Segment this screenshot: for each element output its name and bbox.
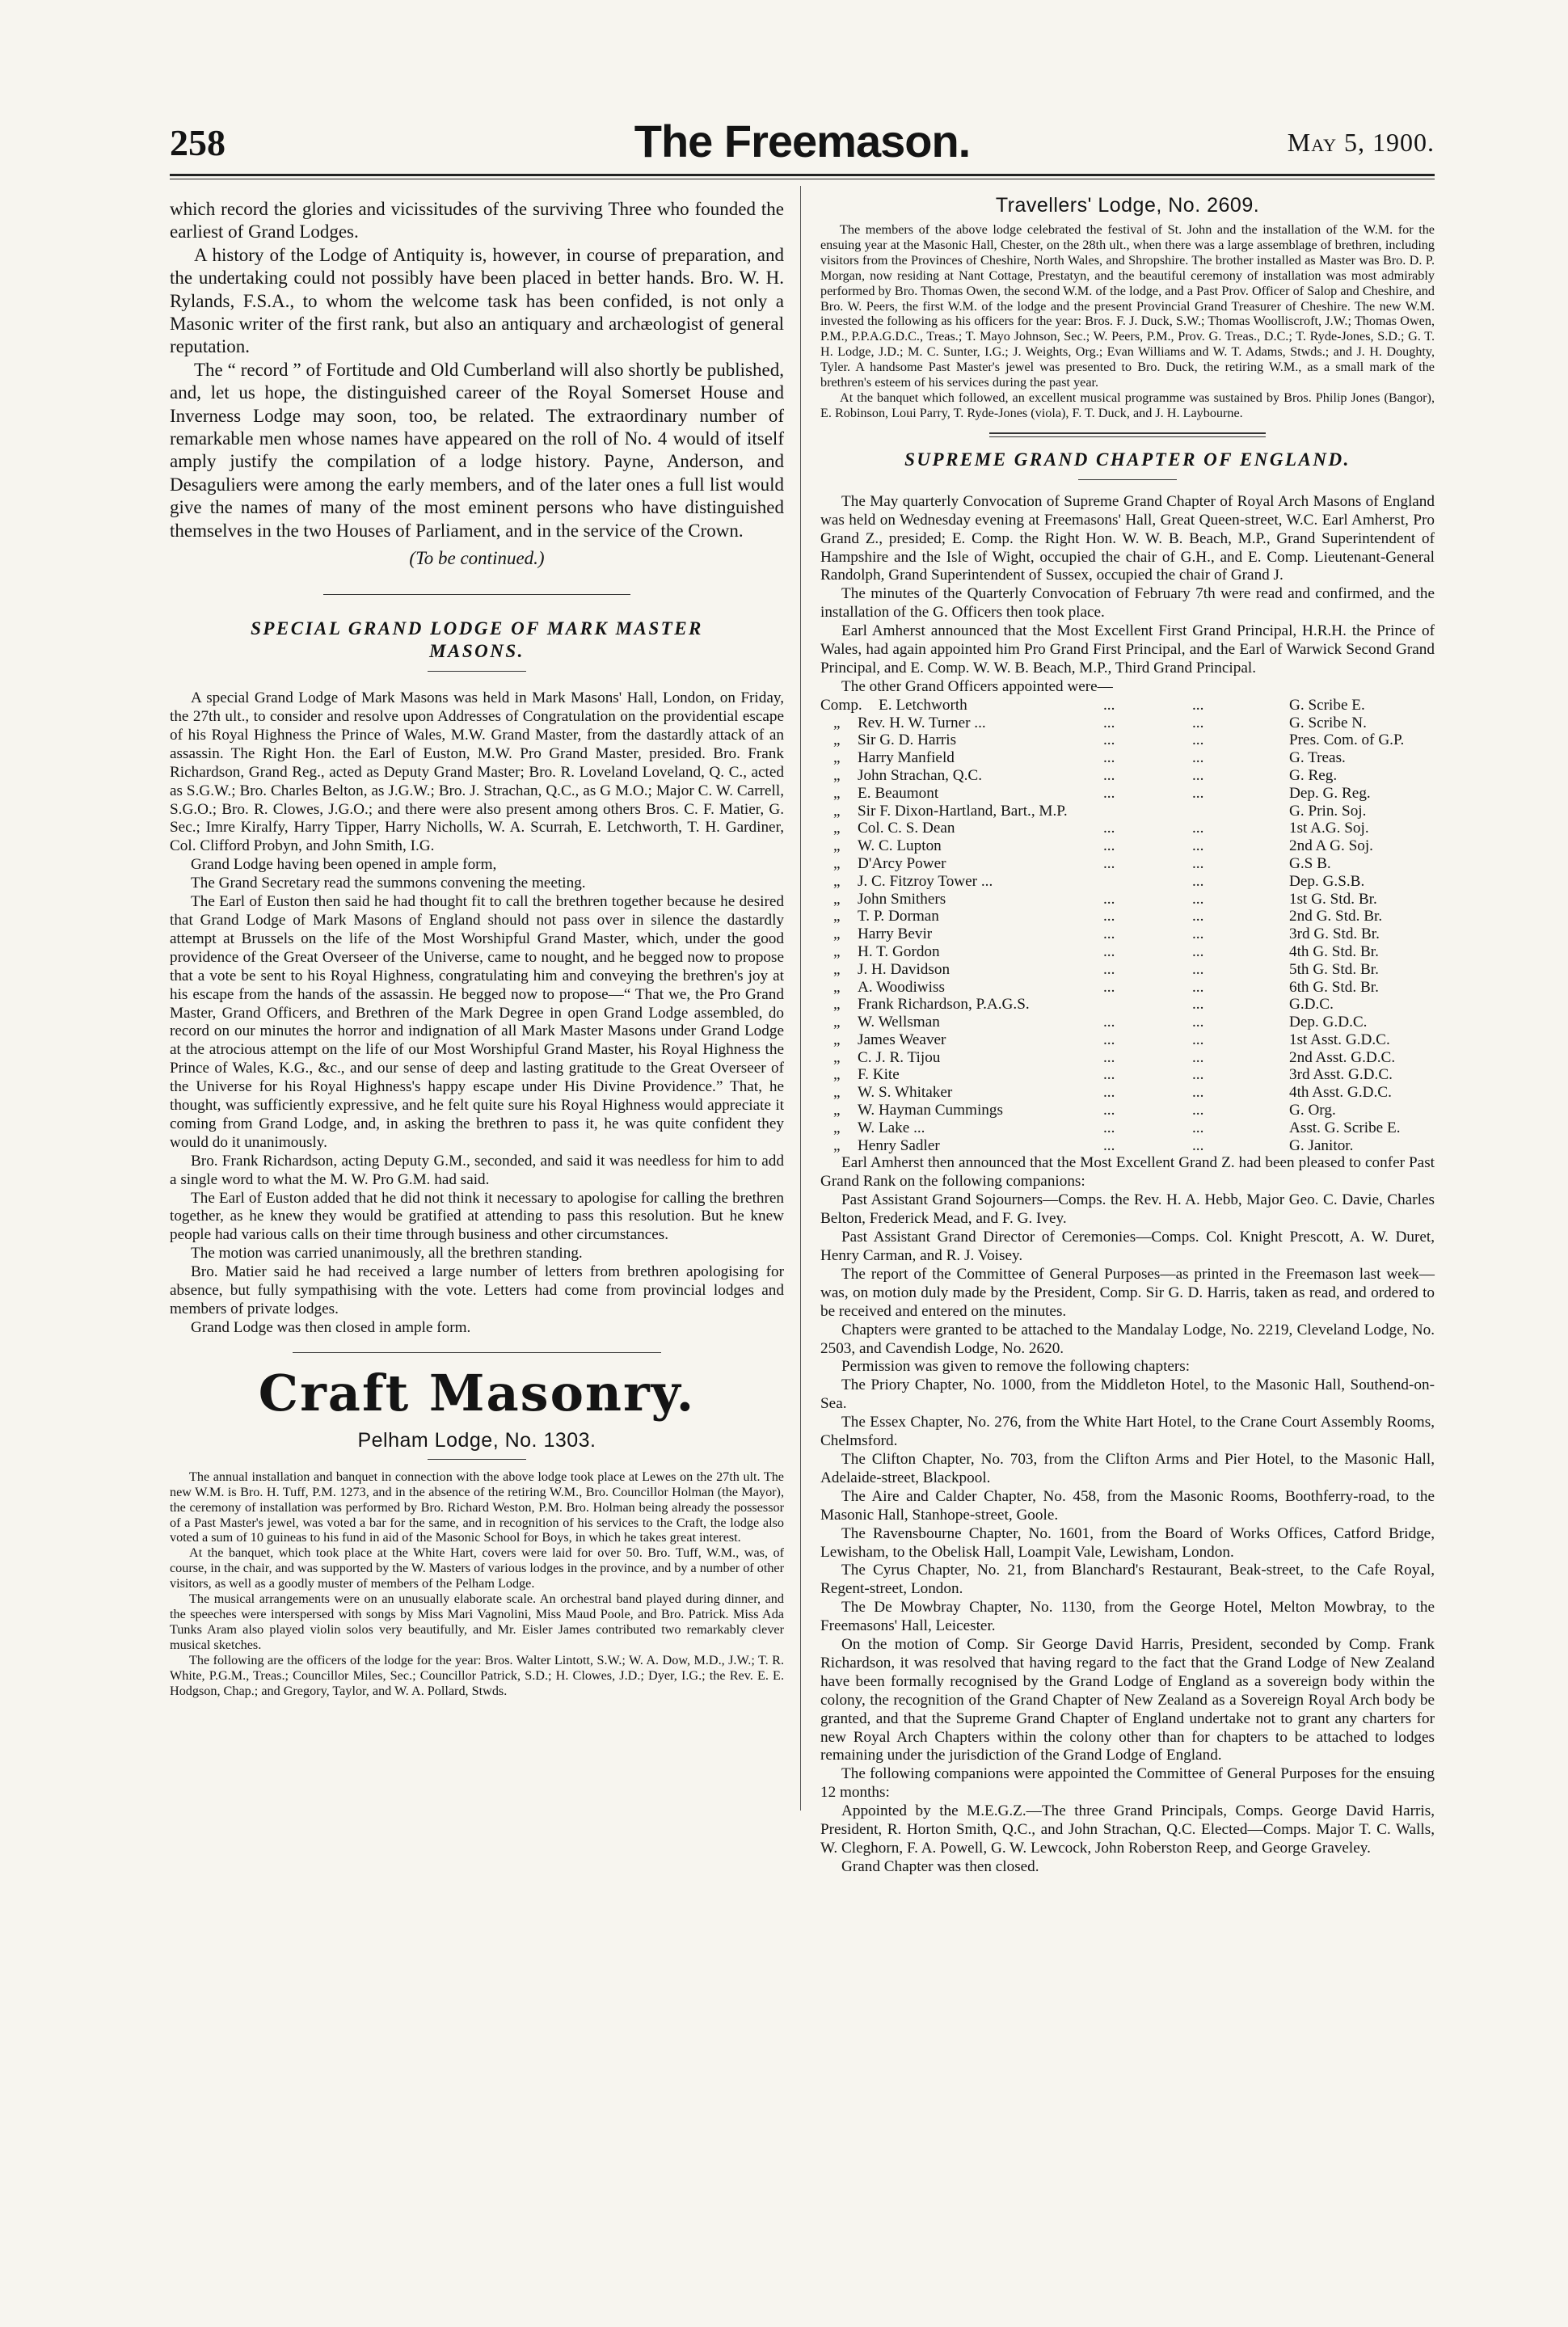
leader-dots: ...	[1103, 854, 1115, 872]
officer-prefix: „	[833, 890, 841, 908]
officer-row	[820, 820, 1435, 837]
officer-row	[820, 943, 1435, 961]
officer-name: J. C. Fitzroy Tower ...	[858, 872, 993, 890]
officer-row	[820, 855, 1435, 873]
officer-name: Col. C. S. Dean	[858, 820, 955, 837]
leader-dots: ...	[1192, 1102, 1204, 1119]
leader-dots: ...	[1103, 731, 1115, 749]
article-paragraph: The minutes of the Quarterly Convocation of February 7th were read and confirmed, and the installation of the G. Officers then took place.	[820, 585, 1435, 622]
article-paragraph: The report of the Committee of General Purposes—as printed in the Freemason last week—was, on motion duly made by the President, Comp. Sir G. D. Harris, taken as read, and ordered to be received and entered on the minutes.	[820, 1265, 1435, 1320]
officer-row	[820, 891, 1435, 908]
article-paragraph: The Priory Chapter, No. 1000, from the Middleton Hotel, to the Masonic Hall, Southend-on-Sea.	[820, 1376, 1435, 1413]
officer-prefix: „	[833, 820, 841, 837]
officer-name: Frank Richardson, P.A.G.S.	[858, 996, 1030, 1014]
column-divider	[800, 186, 801, 1811]
article-paragraph: On the motion of Comp. Sir George David Harris, President, seconded by Comp. Frank Richardson, it was resolved that having regard to the fact that the Grand Lodge of New Zealand have been formally recognised by the Grand Lodge of England as a sovereign body within the colony, the recognition of the Grand Chapter of New Zealand as a Sovereign Royal Arch body be granted, and that the Supreme Grand Chapter of England undertake not to grant any charters for new Royal Arch Chapters within the colony other than for chapters to be attached to lodges remaining under the jurisdiction of the Grand Lodge of England.	[820, 1636, 1435, 1764]
officer-row	[820, 1119, 1435, 1137]
officer-row	[820, 1014, 1435, 1031]
article-paragraph: The following are the officers of the lodge for the year: Bros. Walter Lintott, S.W.; W. A. Dow, M.D., J.W.; T. R. White, P.G.M., Treas.; Councillor Miles, Sec.; Councillor Patrick, S.D.; H. Clowes, J.D.; Dyer, I.G.; the Rev. E. E. Hodgson, Chap.; and Gregory, Taylor, and W. A. Pollard, Stwds.	[170, 1652, 784, 1698]
travellers-lodge-heading: Travellers' Lodge, No. 2609.	[995, 194, 1260, 217]
officer-office: Dep. G. Reg.	[1289, 784, 1371, 802]
officer-name: W. Hayman Cummings	[858, 1102, 1003, 1119]
officer-name: John Smithers	[858, 890, 946, 908]
officer-prefix: „	[833, 1084, 841, 1102]
officer-office: 4th G. Std. Br.	[1289, 942, 1379, 960]
officer-row	[820, 715, 1435, 732]
article-paragraph: At the banquet, which took place at the White Hart, covers were laid for over 50. Bro. Tuff, W.M., was, of course, in the chair, and was supported by the W. Masters of various lodges in the province, and by a number of other visitors, as well as a goodly muster of members of the Pelham Lodge.	[170, 1545, 784, 1591]
officer-name: H. T. Gordon	[858, 942, 940, 960]
officer-row	[820, 837, 1435, 855]
officer-prefix: „	[833, 1102, 841, 1119]
officer-office: G. Scribe N.	[1289, 714, 1367, 731]
leader-dots: ...	[1192, 854, 1204, 872]
article-paragraph: The following companions were appointed the Committee of General Purposes for the ensuing 12 months:	[820, 1765, 1435, 1802]
officer-row	[820, 767, 1435, 785]
officer-name: Harry Bevir	[858, 925, 933, 943]
article-paragraph: The “ record ” of Fortitude and Old Cumberland will also shortly be published, and, let us hope, the distinguished career of the Royal Somerset House and Inverness Lodge may soon, too, be related. The extraordinary number of remarkable men whose names have appeared on the roll of No. 4 would of itself amply justify the compilation of a lodge history. Payne, Anderson, and Desaguliers were among the early members, and of the later ones a full list would give the names of many of the most eminent persons who have distinguished themselves in the two Houses of Parliament, and in the service of the Crown.	[170, 359, 784, 541]
article-paragraph: Permission was given to remove the following chapters:	[841, 1358, 1191, 1376]
article-paragraph: Bro. Frank Richardson, acting Deputy G.M., seconded, and said it was needless for him to add a single word to what the M. W. Pro G.M. had said.	[170, 1152, 784, 1188]
officer-prefix: „	[833, 1014, 841, 1031]
officer-prefix: „	[833, 1048, 841, 1066]
officer-office: G.S B.	[1289, 854, 1331, 872]
antiquity-article	[170, 198, 784, 570]
officer-office: Dep. G.D.C.	[1289, 1014, 1368, 1031]
officer-row	[820, 1049, 1435, 1067]
article-paragraph: Appointed by the M.E.G.Z.—The three Grand Principals, Comps. George David Harris, President, R. Horton Smith, Q.C., and John Strachan, Q.C. Elected—Comps. Major T. C. Walls, W. Cleghorn, F. A. Powell, G. W. Lewcock, John Roberston Reep, and George Graveley.	[820, 1802, 1435, 1857]
officer-prefix: „	[833, 942, 841, 960]
leader-dots: ...	[1192, 960, 1204, 978]
leader-dots: ...	[1192, 837, 1204, 855]
leader-dots: ...	[1192, 1136, 1204, 1154]
leader-dots: ...	[1103, 784, 1115, 802]
leader-dots: ...	[1192, 696, 1204, 714]
officer-name: W. Wellsman	[858, 1014, 940, 1031]
officer-row	[820, 908, 1435, 925]
leader-dots: ...	[1192, 1119, 1204, 1136]
header-rule	[170, 174, 1435, 176]
leader-dots: ...	[1103, 1119, 1115, 1136]
leader-dots: ...	[1103, 908, 1115, 925]
officer-name: F. Kite	[858, 1066, 900, 1084]
officer-row	[820, 697, 1435, 715]
article-paragraph: A history of the Lodge of Antiquity is, however, in course of preparation, and the undertaking could not possibly have been placed in better hands. Bro. W. H. Rylands, F.S.A., to whom the welcome task has been confided, is not only a Masonic writer of the first rank, but also an antiquary and archæologist of general reputation.	[170, 244, 784, 357]
officer-name: E. Letchworth	[879, 696, 967, 714]
article-paragraph: Past Assistant Grand Sojourners—Comps. the Rev. H. A. Hebb, Major Geo. C. Davie, Charles Belton, Frederick Mead, and F. G. Ivey.	[820, 1191, 1435, 1228]
officer-office: 5th G. Std. Br.	[1289, 960, 1379, 978]
article-paragraph: The annual installation and banquet in connection with the above lodge took place at Lewes on the 27th ult. The new W.M. is Bro. H. Tuff, P.M. 1273, and in the absence of the retiring W.M., Bro. Councillor Holman (the Mayor), the ceremony of installation was performed by Bro. Richard Weston, P.M. Bro. Holman being already the possessor of a Past Master's jewel, was voted a bar for the same, and in recognition of his services to the Craft, the lodge also voted a sum of 10 guineas to his fund in aid of the Masonic School for Boys, in which he takes great interest.	[170, 1469, 784, 1545]
mark-master-heading: SPECIAL GRAND LODGE OF MARK MASTER MASONS.	[251, 618, 703, 662]
officer-office: Pres. Com. of G.P.	[1289, 731, 1405, 749]
heading-rule	[428, 1459, 526, 1460]
officer-name: W. S. Whitaker	[858, 1084, 953, 1102]
leader-dots: ...	[1103, 1102, 1115, 1119]
officer-name: James Weaver	[858, 1031, 946, 1048]
article-paragraph: The motion was carried unanimously, all the brethren standing.	[191, 1245, 583, 1263]
leader-dots: ...	[1192, 1048, 1204, 1066]
leader-dots: ...	[1192, 820, 1204, 837]
leader-dots: ...	[1103, 766, 1115, 784]
article-paragraph: The other Grand Officers appointed were—	[841, 677, 1113, 695]
officer-row	[820, 785, 1435, 803]
officer-office: G. Org.	[1289, 1102, 1336, 1119]
officer-name: J. H. Davidson	[858, 960, 950, 978]
officer-office: 1st Asst. G.D.C.	[1289, 1031, 1390, 1048]
officer-office: G. Prin. Soj.	[1289, 802, 1367, 820]
article-paragraph: which record the glories and vicissitudes of the surviving Three who founded the earliest of Grand Lodges.	[170, 199, 784, 242]
article-paragraph: Earl Amherst announced that the Most Excellent First Grand Principal, H.R.H. the Prince of Wales, had again appointed him Pro Grand First Principal, and the Earl of Warwick Second Grand Principal, and E. Comp. W. W. B. Beach, M.P., Third Grand Principal.	[820, 622, 1435, 677]
officer-prefix: „	[833, 1031, 841, 1048]
leader-dots: ...	[1103, 1048, 1115, 1066]
article-paragraph: The Earl of Euston added that he did not think it necessary to apologise for calling the brethren together, as he knew they would be gratified at attending to pass this resolution. But he knew people had various calls on their time through business and other circumstances.	[170, 1189, 784, 1244]
officer-prefix: „	[833, 784, 841, 802]
officer-row	[820, 1102, 1435, 1119]
officer-name: Rev. H. W. Turner ...	[858, 714, 986, 731]
officer-row	[820, 996, 1435, 1014]
to-be-continued: (To be continued.)	[409, 548, 545, 569]
officer-name: A. Woodiwiss	[858, 978, 945, 996]
article-paragraph: The members of the above lodge celebrated the festival of St. John and the installation of the W.M. for the ensuing year at the Masonic Hall, Chester, on the 28th ult., when there was a large assemblage of brethren, including visitors from the Provinces of Cheshire, North Wales, and Shropshire. The brother installed as Master was Bro. D. P. Morgan, now residing at Nant Cottage, Prestatyn, and the beautiful ceremony of installation was most admirably performed by Bro. Thomas Owen, the second W.M. of the lodge, and a Past Prov. Officer of Salop and Cheshire, and Bro. W. Peers, the first W.M. of the lodge and the present Provincial Grand Treasurer of Cheshire. The new W.M. invested the following as his officers for the year: Bros. F. J. Duck, S.W.; Thomas Woolliscroft, J.W.; Thomas Owen, P.M., P.P.A.G.D.C., Treas.; T. Mayo Johnson, Sec.; W. Peers, P.M., Prov. G. Treas., D.C.; T. Ryde-Jones, S.D.; G. T. H. Lodge, J.D.; M. C. Sunter, I.G.; J. Weights, Org.; Evan Williams and W. T. Adams, Stwds.; and J. H. Doughty, Tyler. A handsome Past Master's jewel was presented to Bro. Duck, the retiring W.M., as a small mark of the brethren's esteem of his services during the past year.	[820, 222, 1435, 390]
officer-name: W. C. Lupton	[858, 837, 942, 855]
officer-prefix: „	[833, 1119, 841, 1136]
page-number: 258	[170, 122, 226, 163]
section-rule	[293, 1352, 661, 1353]
article-paragraph: Grand Chapter was then closed.	[841, 1857, 1039, 1875]
issue-date: May 5, 1900.	[1287, 128, 1435, 157]
article-paragraph: The De Mowbray Chapter, No. 1130, from the George Hotel, Melton Mowbray, to the Freemasons' Hall, Leicester.	[820, 1599, 1435, 1635]
officer-office: G. Janitor.	[1289, 1136, 1354, 1154]
officer-row	[820, 979, 1435, 997]
supreme-chapter-heading: SUPREME GRAND CHAPTER OF ENGLAND.	[904, 449, 1351, 470]
officer-prefix: „	[833, 731, 841, 749]
officer-row	[820, 961, 1435, 979]
officer-row	[820, 1031, 1435, 1049]
craft-masonry-heading: Craft Masonry.	[258, 1363, 696, 1423]
officer-office: 2nd A G. Soj.	[1289, 837, 1373, 855]
officer-office: 1st A.G. Soj.	[1289, 820, 1369, 837]
leader-dots: ...	[1103, 1014, 1115, 1031]
officer-office: Dep. G.S.B.	[1289, 872, 1365, 890]
heading-rule	[428, 671, 526, 672]
officer-prefix: „	[833, 908, 841, 925]
leader-dots: ...	[1103, 978, 1115, 996]
officer-name: Henry Sadler	[858, 1136, 940, 1154]
masthead-title: The Freemason.	[634, 116, 971, 167]
leader-dots: ...	[1192, 978, 1204, 996]
officer-name: D'Arcy Power	[858, 854, 946, 872]
officer-prefix: „	[833, 925, 841, 943]
leader-dots: ...	[1103, 837, 1115, 855]
officer-prefix: „	[833, 1066, 841, 1084]
officer-name: Sir G. D. Harris	[858, 731, 957, 749]
article-paragraph: The Essex Chapter, No. 276, from the White Hart Hotel, to the Crane Court Assembly Rooms, Chelmsford.	[820, 1414, 1435, 1450]
officer-name: Harry Manfield	[858, 749, 955, 767]
officer-row	[820, 1066, 1435, 1084]
leader-dots: ...	[1192, 731, 1204, 749]
article-paragraph: Grand Lodge was then closed in ample form.	[191, 1318, 471, 1336]
officer-name: Sir F. Dixon-Hartland, Bart., M.P.	[858, 802, 1068, 820]
leader-dots: ...	[1192, 749, 1204, 767]
leader-dots: ...	[1192, 1066, 1204, 1084]
officer-prefix: „	[833, 872, 841, 890]
officer-office: Asst. G. Scribe E.	[1289, 1119, 1401, 1136]
officer-office: 4th Asst. G.D.C.	[1289, 1084, 1392, 1102]
article-paragraph: Chapters were granted to be attached to the Mandalay Lodge, No. 2219, Cleveland Lodge, No. 2503, and Cavendish Lodge, No. 2620.	[820, 1321, 1435, 1357]
grand-officers-list	[820, 697, 1435, 1155]
officer-office: 2nd G. Std. Br.	[1289, 908, 1383, 925]
article-paragraph: Bro. Matier said he had received a large number of letters from brethren apologising for absence, but fully sympathising with the vote. Letters had come from provincial lodges and members of private lodges.	[170, 1263, 784, 1317]
officer-row	[820, 1084, 1435, 1102]
article-paragraph: The Aire and Calder Chapter, No. 458, from the Masonic Rooms, Boothferry-road, to the Masonic Hall, Stanhope-street, Goole.	[820, 1487, 1435, 1524]
leader-dots: ...	[1192, 872, 1204, 890]
pelham-lodge-heading: Pelham Lodge, No. 1303.	[357, 1428, 596, 1452]
leader-dots: ...	[1103, 960, 1115, 978]
officer-prefix: „	[833, 996, 841, 1014]
officer-prefix: „	[833, 714, 841, 731]
leader-dots: ...	[1103, 925, 1115, 943]
leader-dots: ...	[1192, 784, 1204, 802]
chapter-article-continued	[820, 1154, 1435, 1876]
mark-master-article	[170, 689, 784, 1338]
officer-name: T. P. Dorman	[858, 908, 939, 925]
leader-dots: ...	[1192, 925, 1204, 943]
leader-dots: ...	[1192, 996, 1204, 1014]
leader-dots: ...	[1192, 942, 1204, 960]
article-paragraph: The Ravensbourne Chapter, No. 1601, from the Board of Works Offices, Catford Bridge, Lewisham, to the Obelisk Hall, Loampit Vale, Lewisham, London.	[820, 1524, 1435, 1561]
leader-dots: ...	[1103, 696, 1115, 714]
leader-dots: ...	[1103, 1136, 1115, 1154]
article-paragraph: Earl Amherst then announced that the Most Excellent Grand Z. had been pleased to confer Past Grand Rank on the following companions:	[820, 1154, 1435, 1191]
officer-prefix: „	[833, 978, 841, 996]
officer-row	[820, 731, 1435, 749]
article-paragraph: The musical arrangements were on an unusually elaborate scale. An orchestral band played during dinner, and the speeches were interspersed with songs by Miss Mari Vagnolini, Miss Maud Poole, and Bro. Patrick. Miss Ada Tunks Aram also played violin solos very beautifully, and Mr. Eisler James contributed two remarkably clever musical sketches.	[170, 1591, 784, 1652]
officer-row	[820, 873, 1435, 891]
officer-name: E. Beaumont	[858, 784, 939, 802]
pelham-article	[170, 1469, 784, 1699]
officer-name: John Strachan, Q.C.	[858, 766, 983, 784]
article-paragraph: The May quarterly Convocation of Supreme Grand Chapter of Royal Arch Masons of England was held on Wednesday evening at Freemasons' Hall, Great Queen-street, W.C. Earl Amherst, Pro Grand Z., presided; E. Comp. the Right Hon. W. W. B. Beach, M.P., Grand Superintendent of Hampshire and the Isle of Wight, occupied the chair of G.H., and E. Comp. Lieutenant-General Randolph, Grand Superintendent of Sussex, occupied the chair of Grand J.	[820, 492, 1435, 584]
officer-row	[820, 1137, 1435, 1155]
heading-rule	[1078, 479, 1177, 480]
right-column	[820, 194, 1435, 1877]
leader-dots: ...	[1192, 1031, 1204, 1048]
article-paragraph: At the banquet which followed, an excellent musical programme was sustained by Bros. Philip Jones (Bangor), E. Robinson, Loui Parry, T. Ryde-Jones (viola), F. T. Duck, and J. H. Laybourne.	[820, 390, 1435, 420]
officer-office: 3rd G. Std. Br.	[1289, 925, 1380, 943]
article-paragraph: The Grand Secretary read the summons convening the meeting.	[191, 875, 586, 892]
leader-dots: ...	[1192, 908, 1204, 925]
officer-office: G. Scribe E.	[1289, 696, 1365, 714]
article-paragraph: A special Grand Lodge of Mark Masons was held in Mark Masons' Hall, London, on Friday, the 27th ult., to consider and resolve upon Addresses of Congratulation on the providential escape of his Royal Highness the Prince of Wales, M.W. Grand Master, from the dastardly attack of an assassin. The Right Hon. the Earl of Euston, M.W. Pro Grand Master, presided. Bro. Frank Richardson, Grand Reg., acted as Deputy Grand Master; Bro. R. Loveland Loveland, Q. C., acted as S.G.W.; Bro. Charles Belton, as J.G.W.; Bro. J. Strachan, Q.C., as G M.O.; Major C. W. Carrell, S.G.O.; Bro. R. Clowes, J.G.O.; and there were also present among others Bros. C. F. Matier, G. Sec.; Imre Kiralfy, Harry Tipper, Harry Nicholls, W. A. Scurrah, E. Letchworth, T. H. Gardiner, Col. Clifford Probyn, and John Smith, I.G.	[170, 689, 784, 855]
officer-prefix: Comp.	[820, 696, 862, 714]
leader-dots: ...	[1103, 1031, 1115, 1048]
leader-dots: ...	[1103, 820, 1115, 837]
leader-dots: ...	[1103, 714, 1115, 731]
travellers-article	[820, 222, 1435, 421]
leader-dots: ...	[1192, 766, 1204, 784]
leader-dots: ...	[1192, 1084, 1204, 1102]
officer-prefix: „	[833, 749, 841, 767]
article-paragraph: The Earl of Euston then said he had thought fit to call the brethren together because he desired that Grand Lodge of Mark Masons of England should not pass over in silence the dastardly attempt at Brussels on the life of the Most Worshipful Grand Master, which, under the good providence of the Great Overseer of the Universe, came to nought, and he begged now to propose that a vote be sent to his Royal Highness, congratulating him and conveying the brethren's joy at his escape from the hands of the assassin. He begged now to propose—“ That we, the Pro Grand Master, Grand Officers, and Brethren of the Mark Degree in open Grand Lodge assembled, do record on our minutes the horror and indignation of all Mark Master Masons under Grand Lodge at the atrocious attempt on the life of our Most Worshipful Grand Master, his Royal Highness the Prince of Wales, K.G., &c., and our sense of deep and lasting gratitude to the Great Overseer of the Universe for his Royal Highness's happy escape under His Divine Providence.” That, he thought, was sufficiently expressive, and he felt quite sure his Royal Highness would appreciate it coming from Grand Lodge, and, in asking the brethren to pass it, he was quite confident they would do it unanimously.	[170, 893, 784, 1151]
left-column	[170, 198, 784, 1698]
officer-prefix: „	[833, 766, 841, 784]
officer-office: G.D.C.	[1289, 996, 1334, 1014]
leader-dots: ...	[1192, 1014, 1204, 1031]
officer-office: 2nd Asst. G.D.C.	[1289, 1048, 1396, 1066]
section-rule	[323, 594, 630, 595]
leader-dots: ...	[1192, 890, 1204, 908]
officer-row	[820, 803, 1435, 820]
officer-row	[820, 749, 1435, 767]
article-paragraph: Past Assistant Grand Director of Ceremonies—Comps. Col. Knight Prescott, A. W. Duret, Henry Carman, and R. J. Voisey.	[820, 1229, 1435, 1264]
page-header	[170, 116, 1435, 178]
article-paragraph: The Clifton Chapter, No. 703, from the Clifton Arms and Pier Hotel, to the Masonic Hall, Adelaide-street, Blackpool.	[820, 1450, 1435, 1486]
officer-office: 6th G. Std. Br.	[1289, 978, 1379, 996]
officer-row	[820, 925, 1435, 943]
article-paragraph: Grand Lodge having been opened in ample form,	[191, 856, 497, 874]
officer-prefix: „	[833, 837, 841, 855]
officer-office: 1st G. Std. Br.	[1289, 890, 1377, 908]
officer-prefix: „	[833, 802, 841, 820]
leader-dots: ...	[1192, 714, 1204, 731]
officer-office: 3rd Asst. G.D.C.	[1289, 1066, 1393, 1084]
article-paragraph: The Cyrus Chapter, No. 21, from Blanchard's Restaurant, Beak-street, to the Cafe Royal, Regent-street, London.	[820, 1562, 1435, 1598]
officer-prefix: „	[833, 960, 841, 978]
leader-dots: ...	[1103, 749, 1115, 767]
leader-dots: ...	[1103, 942, 1115, 960]
officer-name: W. Lake ...	[858, 1119, 925, 1136]
chapter-article	[820, 493, 1435, 697]
officer-name: C. J. R. Tijou	[858, 1048, 941, 1066]
officer-office: G. Reg.	[1289, 766, 1338, 784]
officer-office: G. Treas.	[1289, 749, 1346, 767]
leader-dots: ...	[1103, 1066, 1115, 1084]
leader-dots: ...	[1103, 1084, 1115, 1102]
officer-prefix: „	[833, 854, 841, 872]
leader-dots: ...	[1103, 890, 1115, 908]
officer-prefix: „	[833, 1136, 841, 1154]
section-double-rule	[989, 432, 1266, 437]
